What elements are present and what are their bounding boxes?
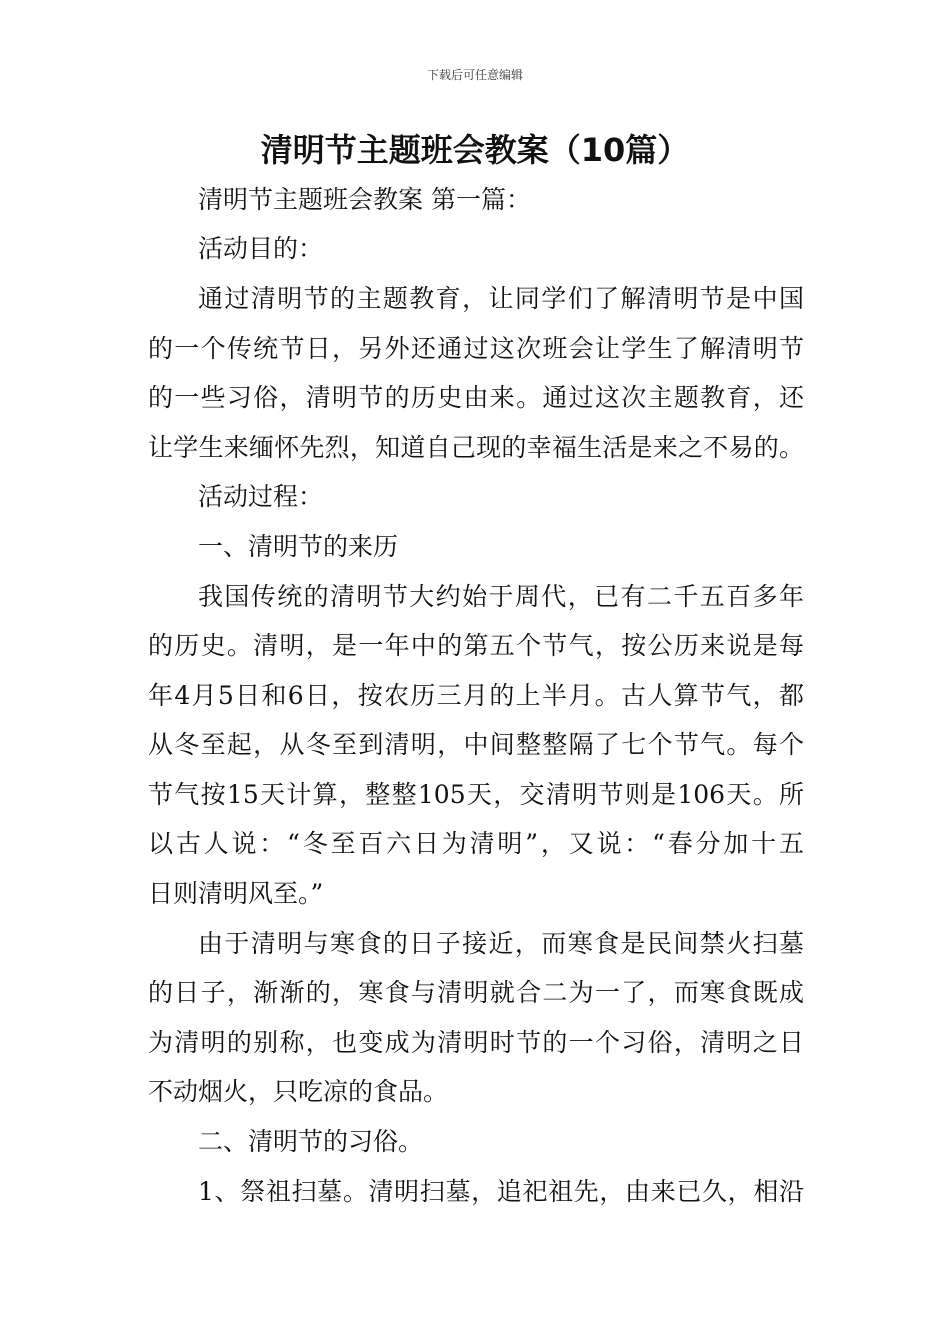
heading-activity-process: 活动过程： — [198, 482, 324, 511]
paragraph-line: 为清明的别称，也变成为清明时节的一个习俗，清明之日 — [148, 1028, 804, 1057]
paragraph-line: 从冬至起，从冬至到清明，中间整整隔了七个节气。每个 — [148, 730, 804, 759]
paragraph-line: 1、祭祖扫墓。清明扫墓，追祀祖先，由来已久，相沿 — [198, 1177, 804, 1206]
paragraph-line: 年4月5日和6日，按农历三月的上半月。古人算节气，都 — [148, 681, 804, 710]
paragraph-line: 的日子，渐渐的，寒食与清明就合二为一了，而寒食既成 — [148, 978, 804, 1007]
heading-customs: 二、清明节的习俗。 — [198, 1127, 424, 1156]
paragraph-line: 不动烟火，只吃凉的食品。 — [148, 1077, 449, 1106]
paragraph-line: 节气按15天计算，整整105天，交清明节则是106天。所 — [148, 780, 804, 809]
paragraph-line: 的历史。清明，是一年中的第五个节气，按公历来说是每 — [148, 631, 804, 660]
page-header: 下载后可任意编辑 — [426, 68, 523, 82]
heading-activity-purpose: 活动目的： — [198, 234, 324, 263]
section-heading-first: 清明节主题班会教案 第一篇： — [198, 185, 531, 214]
paragraph-line: 通过清明节的主题教育，让同学们了解清明节是中国 — [198, 284, 804, 313]
paragraph-line: 的一些习俗，清明节的历史由来。通过这次主题教育，还 — [148, 383, 804, 412]
paragraph-line: 的一个传统节日，另外还通过这次班会让学生了解清明节 — [148, 334, 804, 363]
paragraph-line: 由于清明与寒食的日子接近，而寒食是民间禁火扫墓 — [198, 929, 804, 958]
paragraph-line: 日则清明风至。” — [148, 879, 324, 908]
paragraph-line: 让学生来缅怀先烈，知道自己现的幸福生活是来之不易的。 — [148, 433, 804, 462]
paragraph-line: 以古人说：“冬至百六日为清明”，又说：“春分加十五 — [148, 829, 804, 858]
heading-origin: 一、清明节的来历 — [198, 532, 399, 561]
document-title: 清明节主题班会教案（10篇） — [260, 131, 690, 169]
paragraph-line: 我国传统的清明节大约始于周代，已有二千五百多年 — [198, 582, 804, 611]
